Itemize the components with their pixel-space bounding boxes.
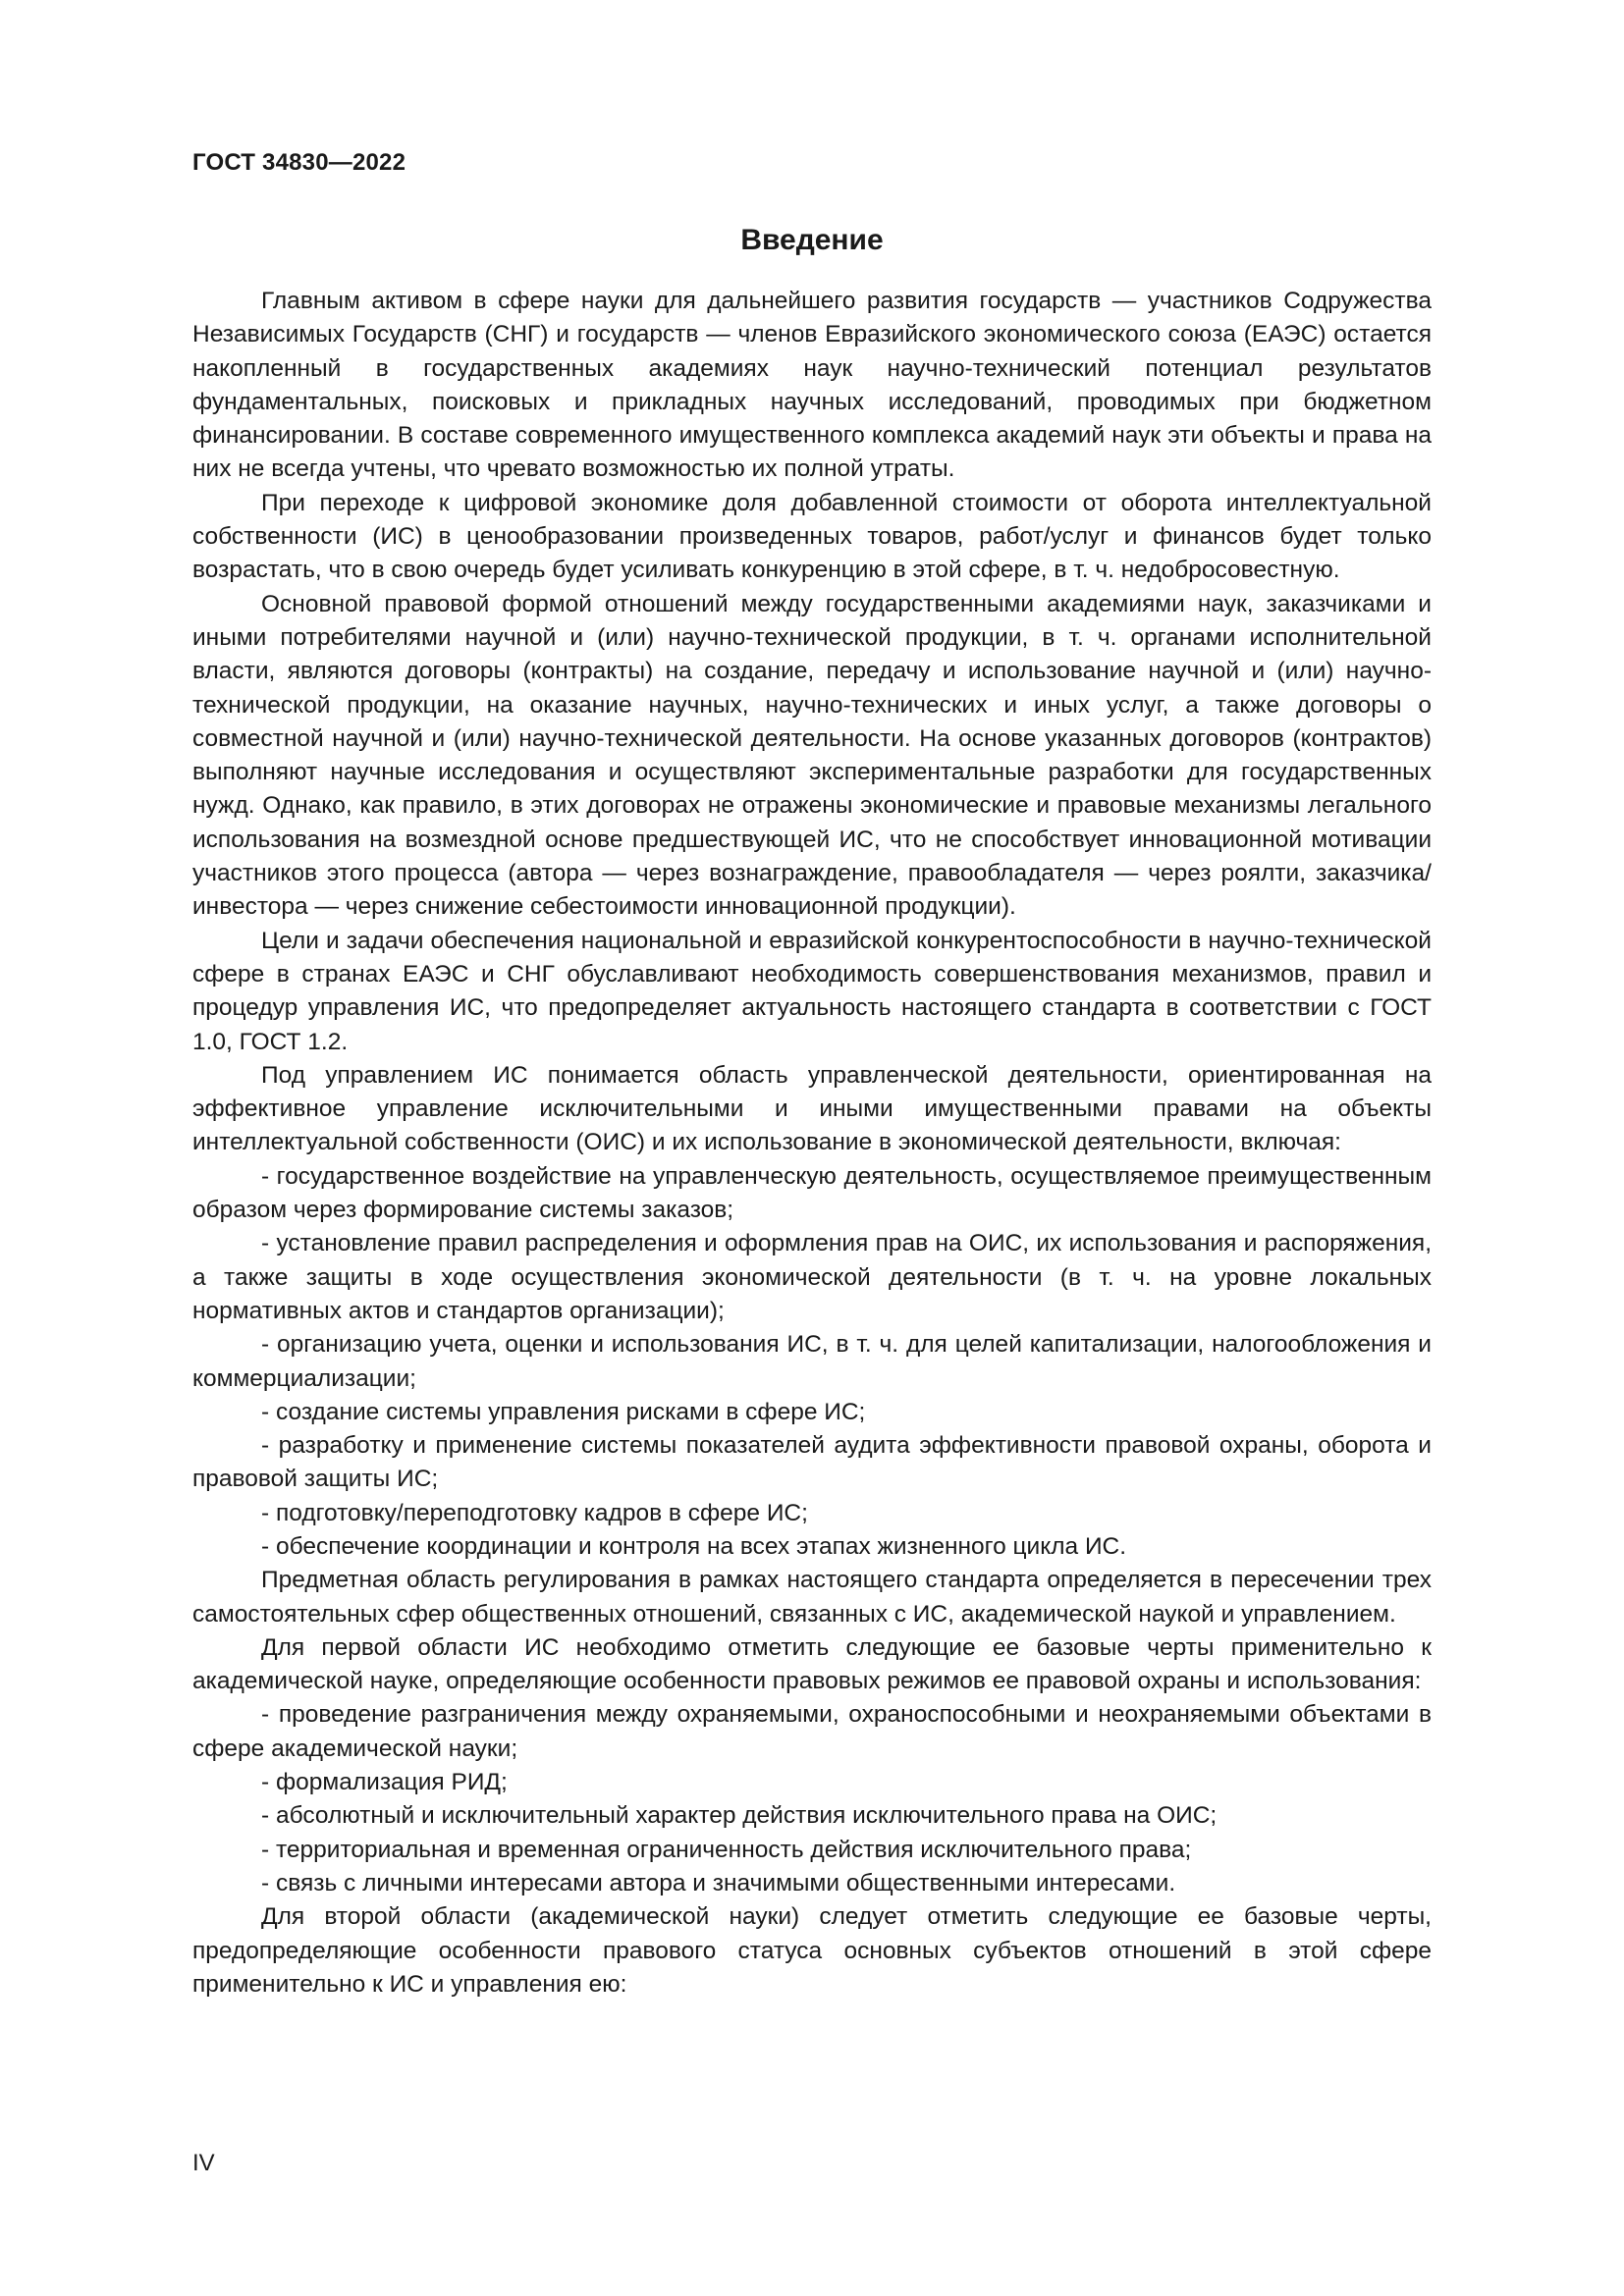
list-item: - связь с личными интересами автора и значимыми общественными интересами. xyxy=(261,1869,1176,1896)
list-item: - подготовку/переподготовку кадров в сфере ИС; xyxy=(261,1499,808,1526)
list-item: - обеспечение координации и контроля на всех этапах жизненного цикла ИС. xyxy=(261,1532,1127,1560)
section-title: Введение xyxy=(740,224,884,256)
paragraph: Под управлением ИС понимается область управленческой деятельности, ориентированная на эффективное управление исключительными и иными имущественными правами на объекты интеллектуальной собственности (ОИС) и их использование в экономической деятельности, включая: xyxy=(192,1061,1432,1156)
paragraph: Для второй области (академической науки) следует отметить следующие ее базовые черты, предопределяющие особенности правового статуса основных субъектов отношений в этой сфере применительно к ИС и управления ею: xyxy=(192,1903,1432,1998)
page-number: IV xyxy=(192,2150,215,2176)
paragraph: Цели и задачи обеспечения национальной и евразийской конкурентоспособности в научно-технической сфере в странах ЕАЭС и СНГ обуславливают необходимость совершенствования механизмов, правил и процедур управления ИС, что предопределяет актуальность настоящего стандарта в соответствии с ГОСТ 1.0, ГОСТ 1.2. xyxy=(192,927,1432,1055)
list-item: - разработку и применение системы показателей аудита эффективности правовой охраны, оборота и правовой защиты ИС; xyxy=(192,1432,1432,1493)
list-item: - государственное воздействие на управленческую деятельность, осуществляемое преимущественным образом через формирование системы заказов; xyxy=(192,1162,1432,1224)
list-item: - формализация РИД; xyxy=(261,1769,508,1796)
paragraph: При переходе к цифровой экономике доля добавленной стоимости от оборота интеллектуальной собственности (ИС) в ценообразовании произведенных товаров, работ/услуг и финансов будет только возрастать, что в свою очередь будет усиливать конкуренцию в этой сфере, в т. ч. недобросовестную. xyxy=(192,489,1432,584)
paragraph: Для первой области ИС необходимо отметить следующие ее базовые черты применительно к академической науке, определяющие особенности правовых режимов ее правовой охраны и использования: xyxy=(192,1633,1432,1695)
list-item: - территориальная и временная ограниченность действия исключительного права; xyxy=(261,1836,1192,1863)
paragraph: Основной правовой формой отношений между государственными академиями наук, заказчиками и иными потребителями научной и (или) научно-технической продукции, в т. ч. органами исполнительной власти, являются договоры (контракты) на создание, передачу и использование научной и (или) научно-технической продукции, на оказание научных, научно-технических и иных услуг, а также договоры о совместной научной и (или) научно-технической деятельности. На основе указанных договоров (контрактов) выполняют научные исследования и осуществляют экспериментальные разработки для государственных нужд. Однако, как правило, в этих договорах не отражены экономические и правовые механизмы легального использования на возмездной основе предшествующей ИС, что не способствует инновационной мотивации участников этого процесса (автора — через вознаграждение, правообладателя — через роялти, заказчика/инвестора — через снижение себестоимости инновационной продукции). xyxy=(192,590,1432,921)
list-item: - абсолютный и исключительный характер действия исключительного права на ОИС; xyxy=(261,1802,1218,1830)
paragraph: Предметная область регулирования в рамках настоящего стандарта определяется в пересечении трех самостоятельных сфер общественных отношений, связанных с ИС, академической наукой и управлением. xyxy=(192,1567,1432,1628)
list-item: - создание системы управления рисками в сфере ИС; xyxy=(261,1398,866,1425)
document-standard-id: ГОСТ 34830—2022 xyxy=(192,149,406,176)
list-item: - проведение разграничения между охраняемыми, охраноспособными и неохраняемыми объектами в сфере академической науки; xyxy=(192,1701,1432,1762)
list-item: - установление правил распределения и оформления прав на ОИС, их использования и распоряжения, а также защиты в ходе осуществления экономической деятельности (в т. ч. на уровне локальных нормативных актов и стандартов организации); xyxy=(192,1230,1432,1324)
list-item: - организацию учета, оценки и использования ИС, в т. ч. для целей капитализации, налогообложения и коммерциализации; xyxy=(192,1331,1432,1392)
paragraph: Главным активом в сфере науки для дальнейшего развития государств — участников Содружества Независимых Государств (СНГ) и государств — членов Евразийского экономического союза (ЕАЭС) остается накопленный в государственных академиях наук научно-технический потенциал результатов фундаментальных, поисковых и прикладных научных исследований, проводимых при бюджетном финансировании. В составе современного имущественного комплекса академий наук эти объекты и права на них не всегда учтены, что чревато возможностью их полной утраты. xyxy=(192,288,1432,483)
body-text xyxy=(192,285,1432,2002)
